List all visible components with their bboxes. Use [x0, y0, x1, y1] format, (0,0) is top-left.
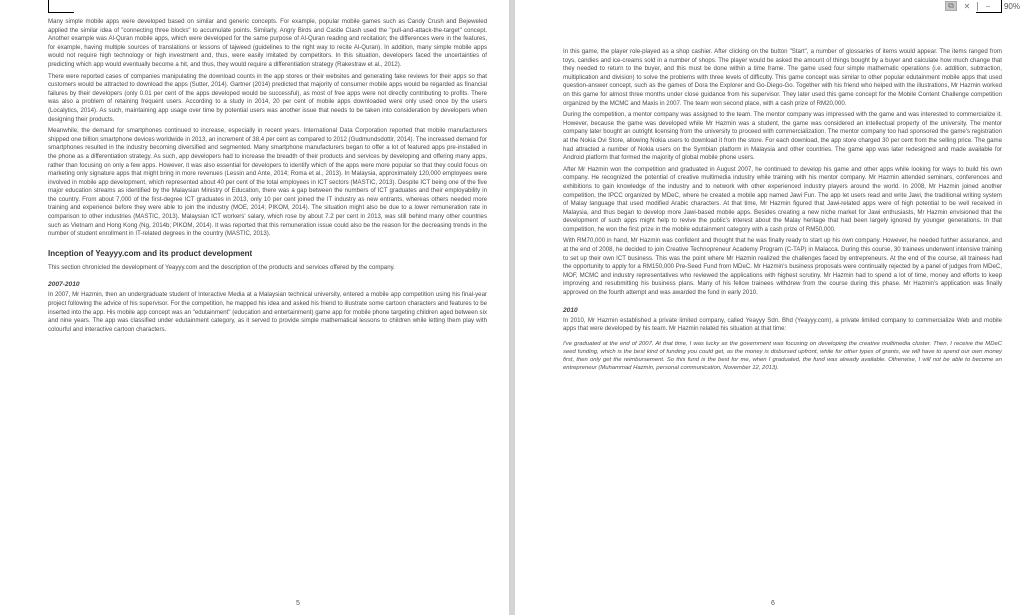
crop-mark [48, 12, 74, 13]
paragraph: In 2007, Mr Hazmin, then an undergraduate student of Interactive Media at a Malaysian technical university, entered a mobile app competition using his final-year project following the advice of his supervisor. For the competition, he mapped his idea and asked his friend to illustrate some cartoon characters and features to be inserted into the app. His mobile app concept was an "edutainment" (education and entertainment) game app for mobile phone targeting children aged between six and nine years. The app was classified under edutainment category, as it served to provide simple mathematical lessons to children while letting them play with colourful and interactive cartoon characters. [48, 291, 487, 333]
zoom-level[interactable]: 90% [1003, 1, 1020, 11]
page-number: 6 [771, 600, 775, 607]
page-5 [0, 0, 509, 615]
crop-mark [976, 12, 1002, 13]
paragraph: In 2010, Mr Hazmin established a private limited company, called Yeayyy Sdn. Bhd (Yeayyy.com), a private limited company to commercialize Web and mobile apps that were developed by his team. Mr Hazmin related his situation at that time: [563, 316, 1002, 333]
top-spacer [563, 18, 1002, 48]
separator [977, 2, 978, 11]
paragraph: In this game, the player role-played as a shop cashier. After clicking on the button "Start", a number of glossaries of items would appear. The items ranged from toys, candies and ice-creams sold in a number of shops. The player would be asked the amount of things bought by a buyer and calculate how much change that they needed to return to the buyer, and this must be done within a time frame. The game used four simple mathematic operations (i.e. addition, subtraction, multiplication and division) to solve the problems with three levels of difficulty. This game concept was similar to other popular edutainment mobile apps that used question-answer concept, such as the games of Dora the Explorer and Go-Diego-Go. Together with his friend who helped with the illustrations, Mr Hazmin worked on this game for almost three months under close guidance from his supervisor. They later used this game concept for the Mobile Content Challenge competition organized by the MCMC and Maxis in 2007. The team won second place, with a cash prize of RM20,000. [563, 48, 1002, 107]
paragraph: During the competition, a mentor company was assigned to the team. The mentor company was impressed with the game and was interested to commercialize it. However, because the game was developed while Mr Hazmin was a student, the game was considered an intellectual property of the university. The mentor company later bought an outright licensing from the university to proceed with commercialization. The mentor company too had sponsored the game's registration at the Nokia Ovi Store, allowing Nokia users to download it from the store. For each download, the app store charged 30 per cent from the selling price. The game had attracted a number of Nokia users on the Symbian platform in Malaysia and other countries. The game app was later redesigned and made available for Android platform that formed the majority of global mobile phone users. [563, 111, 1002, 162]
minimize-icon[interactable]: − [985, 1, 991, 11]
paragraph: There were reported cases of companies manipulating the download counts in the app stores or their websites and generating fake reviews for their apps so that customers would be attracted to download the apps (Sutter, 2014). Gartner (2014) predicted that majority of consumer mobile apps would be regarded as financial failures by their developers (only 0.01 per cent of the apps developed would be successful), as most of free apps were not directly contributing to profits. There was also a problem of retaining frequent users. According to a study in 2014, 20 per cent of mobile apps downloaded were only used once by the users (Localytics, 2014). As such, maintaining app usage over time by potential users was another issue that needs to be taken into consideration by developers when designing their products. [48, 72, 487, 123]
close-icon[interactable]: ✕ [963, 1, 971, 11]
page-number: 5 [296, 600, 300, 607]
restore-icon[interactable]: ⧉ [945, 1, 957, 11]
paragraph: With RM70,000 in hand, Mr Hazmin was confident and thought that he was finally ready to start up his own company. However, he needed further assurance, and at the end of 2008, he decided to join Creative Technopreneur Academy Program (C-TAP) in Malacca. During this course, 30 trainees underwent intensive training to set up their own ICT business. This was the point where Mr Hazmin realized the challenges faced by entrepreneurs. At the end of the course, all trainees had the opportunity to apply for a RM150,000 Pre-Seed Fund from MDeC. Mr Hazmin's business proposals were continually rejected by a panel of judges from MDeC, MOF, MCMC and industry representatives who reviewed the applications with highest scrutiny. Mr Hazmin had to spend a lot of time, money and efforts to keep improving and resubmitting his business plans. Many of his fellow trainees withdrew from the course during this phase. Mr Hazmin's application was finally approved on the fourth attempt and was awarded the fund in early 2010. [563, 237, 1002, 297]
paragraph: Many simple mobile apps were developed based on similar and generic concepts. For example, popular mobile games such as Candy Crush and Bejeweled applied the similar idea of "connecting three blocks" to accumulate points. Similarly, Angry Birds and Castle Clash used the "pull-and-attack-the-target" concept. Another example was Al-Quran mobile apps, which were developed for the same purpose of Al-Quran reading and recitation; the differences were in the features, for example, having multiple sources of translations or lessons of tajweed (guidelines to the right way to recite Al-Quran). In addition, many simple mobile apps would not require high technology or high investment and, thus, were easily imitated by competitors. In this situation, developers faced the uncertainties of predicting which app would eventually become a hit, and thus, they would require a differentiation strategy (Rakestraw et al., 2012). [48, 18, 487, 68]
paragraph: After Mr Hazmin won the competition and graduated in August 2007, he continued to develop his game and other apps while looking for ways to build his own company. He recognized the potential of creative multimedia industry while training with his mentor company. Mr Hazmin attended seminars, conferences and exhibitions to gain knowledge of the industry and to network with other experienced industry players around the world. In 2008, Mr Hazmin joined another competition, the IPCC organized by MDeC, where he created a mobile app named Jawi Fun. The app let users read and write Jawi, the traditional writing system of Malay language that used modified Arabic characters. At that time, Mr Hazmin figured that Jawi-related apps were of high potential to be well received in Malaysia, and thus began to develop more Jawi-based mobile apps. Besides creating a new niche market for Jawi enthusiasts, Mr Hazmin envisioned that the development of such apps might help to revive the public's interest about the Malay heritage that had been largely ignored by younger generations. In that competition, he won the first prize in the mobile edutainment category with a cash prize of RM50,000. [563, 165, 1002, 233]
crop-mark [48, 0, 49, 12]
paragraph: Meanwhile, the demand for smartphones continued to increase, especially in recent years. International Data Corporation reported that mobile manufacturers shipped one billion smartphone devices worldwide in 2013, an increment of 38.4 per cent as compared to 2012 (Gudmundsdottir, 2014). The increased demand for smartphones resulted in the industry becoming diversified and segmented. Many smartphone manufacturers began to offer a lot of featured apps pre-installed in the phone as a differentiation strategy. As such, app developers had to increase the breadth of their products and services by developing and offering many apps, rather than focusing on only a few apps. However, it was also essential for developers to identify which of the apps were more popular so that they could focus on marketing only signature apps that might bring in more revenues (Lessin and Ante, 2014; Roma et al., 2013). In Malaysia, approximately 120,000 employees were involved in mobile app development, which represented about 40 per cent of the total employees in ICT sectors (MASTIC, 2013). Despite ICT being one of the five major education streams as identified by the Malaysian Ministry of Education, there was a gap between the numbers of ICT graduates and their employability in the country. From about 7,000 of the first-degree ICT graduates in 2013, only 10 per cent joined the IT industry as new entrants, whereas others needed more training and experience before they were able to join the industry (MOE, 2014; PIKOM, 2014). The situation might also be due to a lower remuneration rate in comparison to other industries (MASTIC, 2013). Malaysian ICT workers' salary, which rose by about 7.2 per cent in 2013, was still behind many other countries such as Vietnam and Hong Kong (Ng, 2014b; PIKOM, 2014). It was reported that this remuneration issue could also be the reason for the decreasing trends in the number of student enrollment in IT-related degrees in the country (MASTIC, 2013). [48, 127, 487, 238]
section-heading: Inception of Yeayyy.com and its product development [48, 248, 253, 258]
window-controls [945, 0, 1024, 12]
paragraph: This section chronicled the development of Yeayyy.com and the description of the products and services offered by the company. [48, 263, 395, 271]
block-quote: I've graduated at the end of 2007. At that time, I was lucky as the government was focusing on developing the creative multimedia cluster. Then, I receive the MDeC seed funding, which is the best kind of funding you could get, as the money is disbursed upfront, while for other types of grants, we will have to spend our own money first, then only get the reimbursement. So this fund is the best for me, when I graduated, the fund was already available. Otherwise, I will not be able to become an entrepreneur (Muhammad Hazmin, personal communication, November 12, 2013). [563, 340, 1002, 371]
subsection-heading: 2007-2010 [48, 281, 80, 289]
page-6 [515, 0, 1024, 615]
subsection-heading: 2010 [563, 306, 578, 314]
